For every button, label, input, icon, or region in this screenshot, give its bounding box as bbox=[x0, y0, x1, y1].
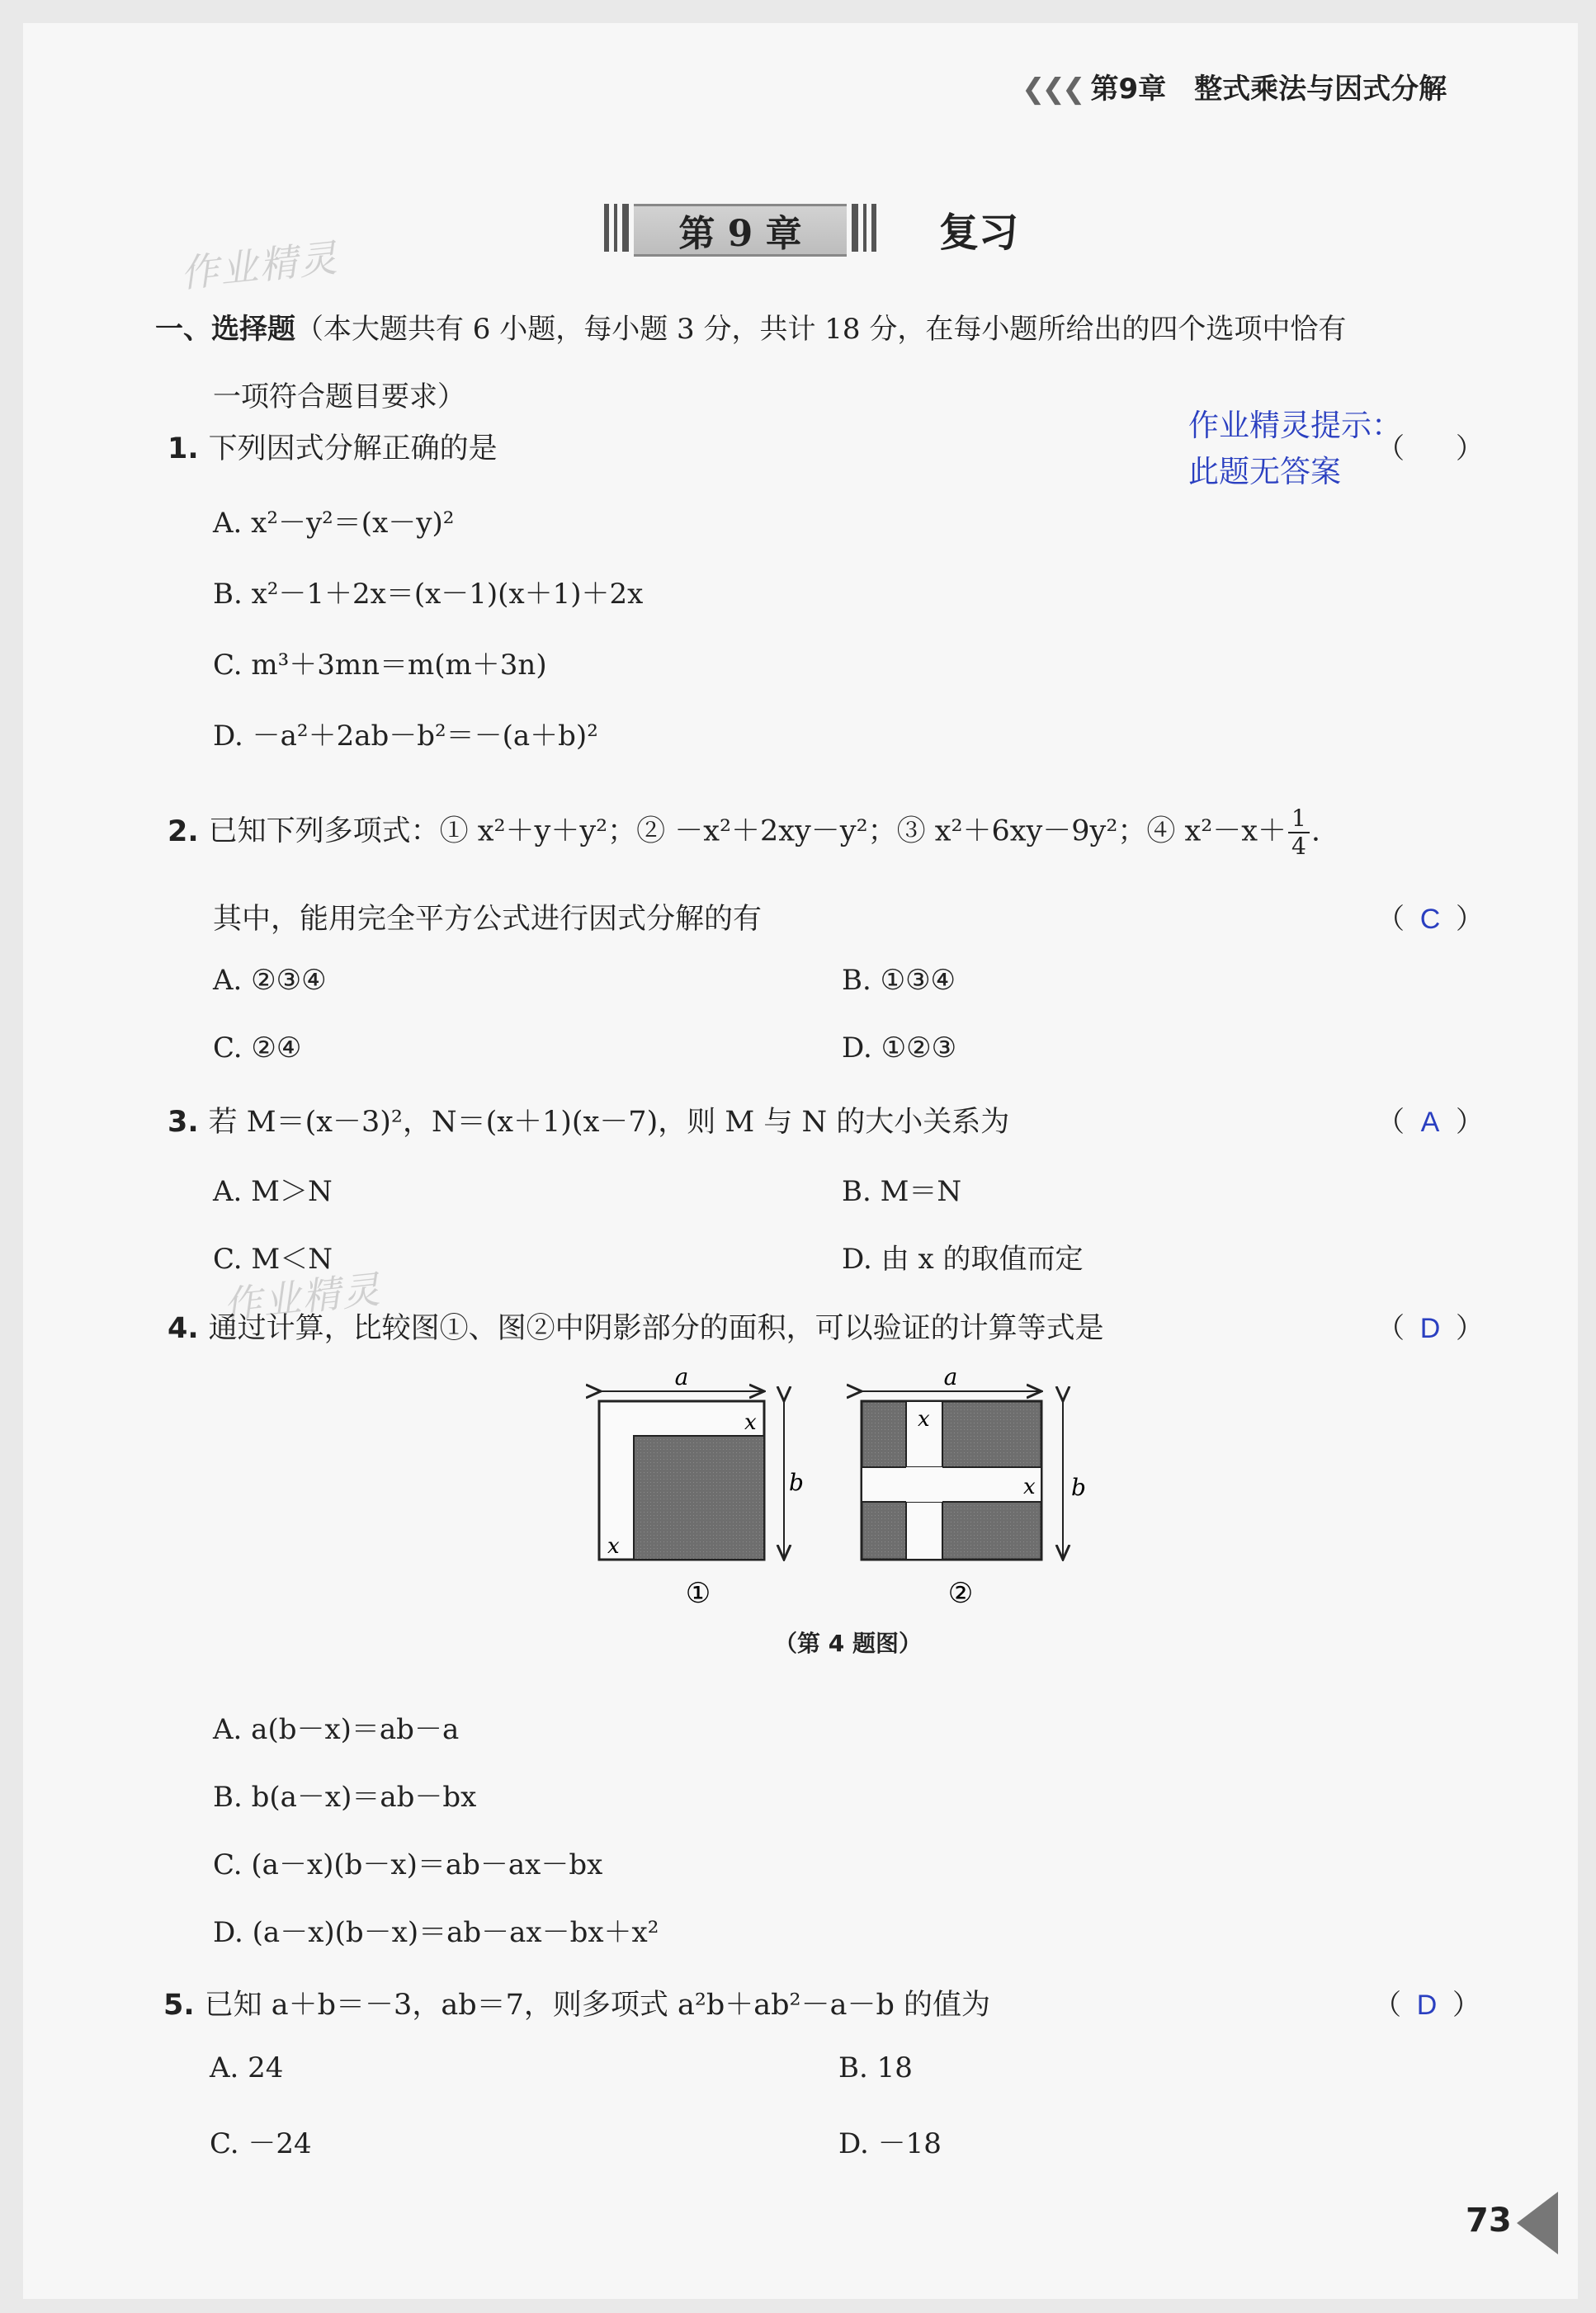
section-title: 一、选择题 bbox=[155, 313, 295, 346]
question-1-option-d: D. －a²＋2ab－b²＝－(a＋b)² bbox=[213, 720, 598, 753]
chapter-title: 复习 bbox=[939, 210, 1019, 256]
question-4-option-a: A. a(b－x)＝ab－a bbox=[213, 1713, 460, 1746]
question-3-answer: （ A ） bbox=[1376, 1106, 1484, 1139]
figure-1-label: ① bbox=[685, 1577, 711, 1610]
question-4-option-d: D. (a－x)(b－x)＝ab－ax－bx＋x² bbox=[213, 1916, 659, 1949]
label-x-1a: x bbox=[744, 1410, 757, 1435]
watermark: 作业精灵 bbox=[178, 235, 341, 296]
question-2-option-a: A. ②③④ bbox=[213, 964, 327, 997]
question-5-option-c: C. －24 bbox=[210, 2127, 312, 2160]
question-4-answer: （ D ） bbox=[1376, 1312, 1484, 1345]
page-corner-triangle-icon bbox=[1513, 2188, 1560, 2258]
question-3-stem: 3. 若 M＝(x－3)²，N＝(x＋1)(x－7)，则 M 与 N 的大小关系为 bbox=[168, 1106, 1010, 1139]
figure-caption: （第 4 题图） bbox=[774, 1630, 922, 1657]
question-2-option-b: B. ①③④ bbox=[842, 964, 956, 997]
page-number: 73 bbox=[1466, 2202, 1512, 2240]
question-5-stem: 5. 已知 a＋b＝－3，ab＝7，则多项式 a²b＋ab²－a－b 的值为 bbox=[163, 1989, 990, 2022]
question-3-option-a: A. M＞N bbox=[213, 1175, 333, 1208]
page bbox=[23, 23, 1578, 2299]
question-3-option-b: B. M＝N bbox=[842, 1175, 962, 1208]
hint-box: 作业精灵提示： 此题无答案 bbox=[1188, 408, 1402, 489]
question-2-stem-2: 其中，能用完全平方公式进行因式分解的有 bbox=[213, 903, 763, 936]
question-4-figure bbox=[568, 1350, 1112, 1622]
question-4-stem: 4. 通过计算，比较图①、图②中阴影部分的面积，可以验证的计算等式是 bbox=[168, 1312, 1104, 1345]
question-1-option-c: C. m³＋3mn＝m(m＋3n) bbox=[213, 649, 547, 682]
section-desc: （本大题共有 6 小题，每小题 3 分，共计 18 分，在每小题所给出的四个选项中恰有 bbox=[295, 313, 1347, 346]
figure-2-label: ② bbox=[947, 1577, 974, 1610]
chapter-label: 第 9 章 bbox=[634, 204, 847, 257]
question-5-option-d: D. －18 bbox=[838, 2127, 942, 2160]
label-x-2a: x bbox=[918, 1407, 930, 1432]
question-2-option-d: D. ①②③ bbox=[842, 1031, 957, 1064]
label-x-2b: x bbox=[1023, 1475, 1036, 1499]
question-2-option-c: C. ②④ bbox=[213, 1031, 302, 1064]
figure-1 bbox=[599, 1363, 804, 1610]
question-3-option-c: C. M＜N bbox=[213, 1243, 333, 1276]
question-4-option-c: C. (a－x)(b－x)＝ab－ax－bx bbox=[213, 1848, 603, 1881]
label-x-1b: x bbox=[607, 1534, 620, 1559]
question-1-answer: （ ） bbox=[1376, 432, 1484, 465]
question-5-option-a: A. 24 bbox=[210, 2051, 284, 2084]
watermark: 作业精灵 bbox=[221, 1267, 384, 1328]
question-1-option-b: B. x²－1＋2x＝(x－1)(x＋1)＋2x bbox=[213, 578, 644, 611]
question-4-option-b: B. b(a－x)＝ab－bx bbox=[213, 1781, 477, 1814]
figure-2 bbox=[862, 1363, 1086, 1610]
question-5-option-b: B. 18 bbox=[838, 2051, 913, 2084]
chapter-banner bbox=[601, 201, 881, 255]
running-head: ❮❮❮ 第9章 整式乘法与因式分解 bbox=[1022, 73, 1447, 106]
chevrons-left-icon: ❮❮❮ bbox=[1022, 73, 1083, 106]
question-5-answer: （ D ） bbox=[1373, 1989, 1480, 2022]
question-1-option-a: A. x²－y²＝(x－y)² bbox=[213, 507, 455, 540]
label-b-1: b bbox=[789, 1469, 804, 1496]
label-a-1: a bbox=[674, 1363, 689, 1390]
question-2-stem: 2. 已知下列多项式：① x²＋y＋y²；② －x²＋2xy－y²；③ x²＋6xy－9y²；④ x²－x＋ $\frac{1}{4}$ . bbox=[168, 805, 1320, 860]
question-3-option-d: D. 由 x 的取值而定 bbox=[842, 1243, 1084, 1276]
label-b-2: b bbox=[1071, 1474, 1086, 1501]
section-desc-2: 一项符合题目要求） bbox=[213, 380, 465, 413]
label-a-2: a bbox=[943, 1363, 958, 1390]
question-2-answer: （ C ） bbox=[1376, 903, 1484, 936]
question-1-stem: 1. 下列因式分解正确的是 bbox=[168, 432, 498, 465]
